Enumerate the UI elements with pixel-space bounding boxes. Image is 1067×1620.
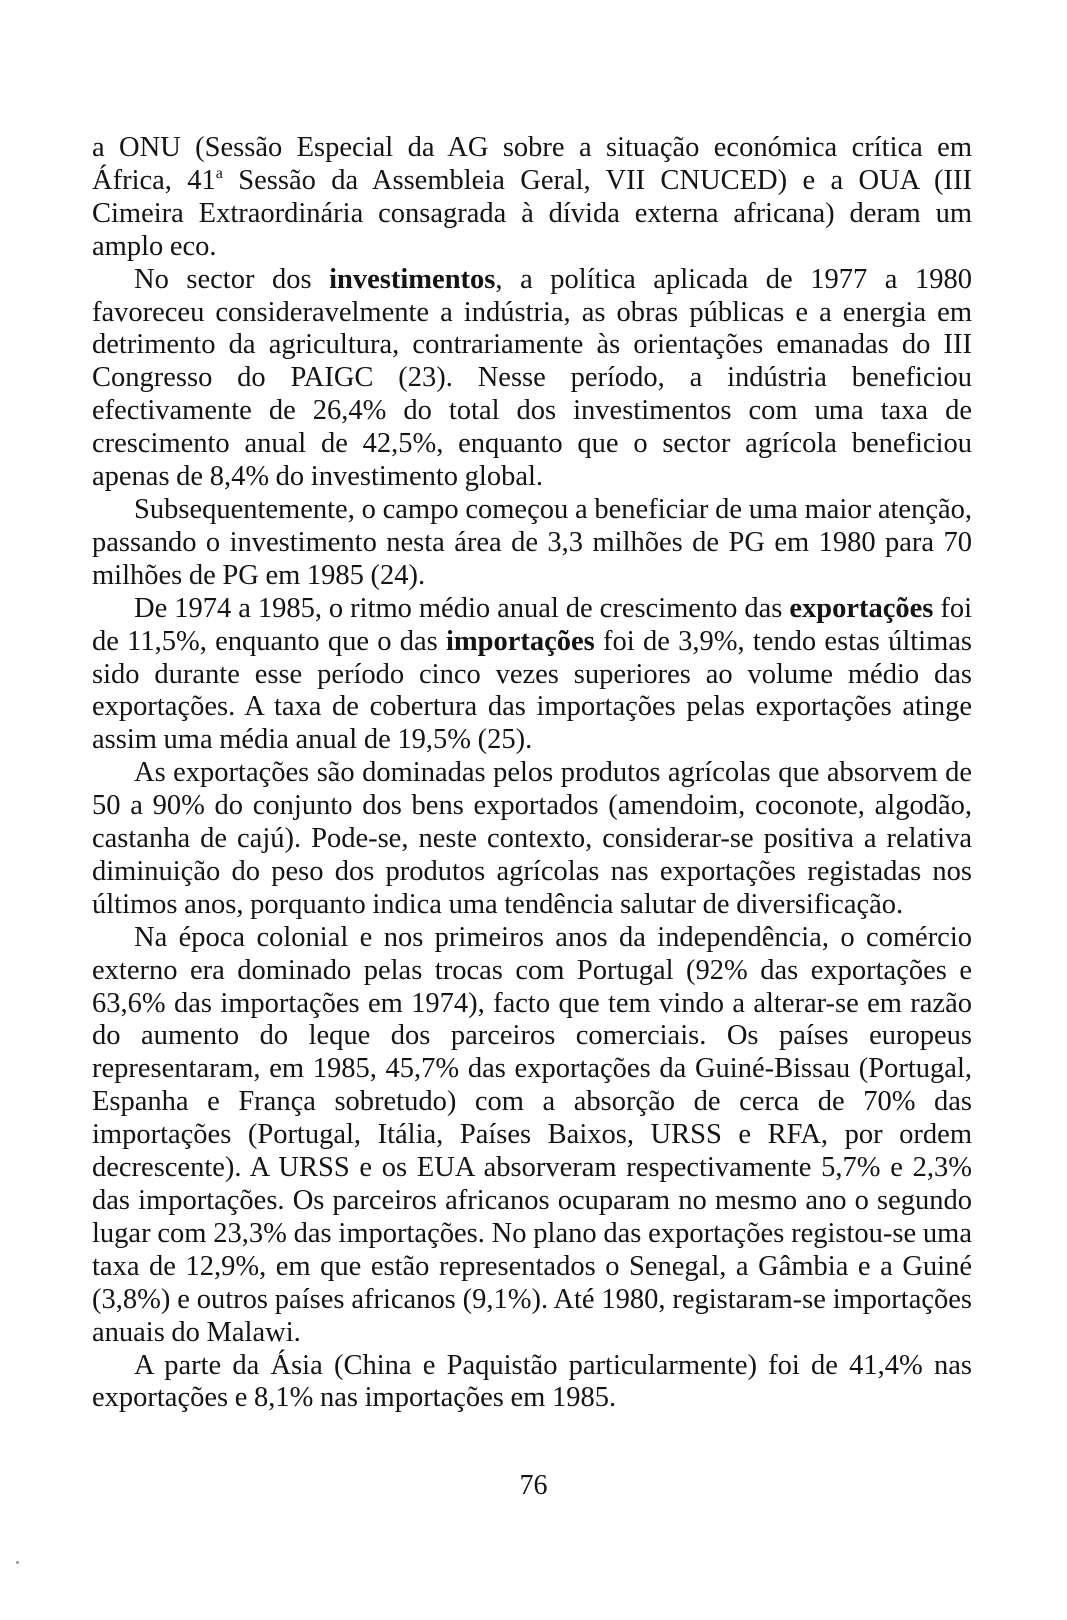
paragraph-4 <box>92 593 972 758</box>
text-segment: foi de 3,9%, tendo estas últimas sido durante esse período cinco vezes superiores ao volume médio das exportações. A taxa de cobertura das importações pelas exportações atinge assim uma média anual de 19,5% (25). <box>92 625 972 756</box>
page-number: 76 <box>519 1470 548 1501</box>
paragraph-1 <box>92 132 972 264</box>
bold-term-exportacoes: exportações <box>789 592 934 624</box>
text-segment: No sector dos <box>134 263 330 295</box>
text-segment: , a política aplicada de 1977 a 1980 favoreceu consideravelmente a indústria, as obras públicas e a energia em detrimento da agricultura, contrariamente às orientações emanadas do III Congresso do PAIGC (23). Nesse período, a indústria beneficiou efectivamente de 26,4% do total dos investimentos com uma taxa de crescimento anual de 42,5%, enquanto que o sector agrícola beneficiou apenas de 8,4% do investimento global. <box>92 263 972 493</box>
text-segment: As exportações são dominadas pelos produtos agrícolas que absorvem de 50 a 90% do conjunto dos bens exportados (amendoim, coconote, algodão, castanha de cajú). Pode-se, neste contexto, considerar-se positiva a relativa diminuição do peso dos produtos agrícolas nas exportações registadas nos últimos anos, porquanto indica uma tendência salutar de diversificação. <box>92 757 972 920</box>
text-segment: Subsequentemente, o campo começou a beneficiar de uma maior atenção, passando o investimento nesta área de 3,3 milhões de PG em 1980 para 70 milhões de PG em 1985 (24). <box>92 493 972 591</box>
bold-term-investimentos: investimentos <box>329 263 496 295</box>
paragraph-7 <box>92 1350 972 1416</box>
text-segment: a ONU (Sessão Especial da AG sobre a situação económica crítica em África, 41 <box>92 132 972 196</box>
body-text <box>92 132 972 1415</box>
text-segment: De 1974 a 1985, o ritmo médio anual de crescimento das <box>134 592 790 624</box>
text-segment: Na época colonial e nos primeiros anos da independência, o comércio externo era dominado pelas trocas com Portugal (92% das exportações e 63,6% das importações em 1974), facto que tem vindo a alterar-se em razão do aumento do leque dos parceiros comerciais. Os países europeus representaram, em 1985, 45,7% das exportações da Guiné-Bissau (Portugal, Espanha e França sobretudo) com a absorção de cerca de 70% das importações (Portugal, Itália, Países Baixos, URSS e RFA, por ordem decrescente). A URSS e os EUA absorveram respectivamente 5,7% e 2,3% das importações. Os parceiros africanos ocuparam no mesmo ano o segundo lugar com 23,3% das importações. No plano das exportações registou-se uma taxa de 12,9%, em que estão representados o Senegal, a Gâmbia e a Guiné (3,8%) e outros países africanos (9,1%). Até 1980, registaram-se importações anuais do Malawi. <box>92 921 972 1348</box>
paragraph-5 <box>92 757 972 922</box>
text-segment: A parte da Ásia (China e Paquistão particularmente) foi de 41,4% nas exportações e 8,1% nas importações em 1985. <box>92 1349 972 1414</box>
ordinal-superscript: a <box>215 164 223 182</box>
paragraph-6 <box>92 922 972 1350</box>
bold-term-importacoes: importações <box>445 625 595 657</box>
scan-speck <box>16 1561 19 1564</box>
paragraph-3 <box>92 494 972 593</box>
text-segment: Sessão da Assembleia Geral, VII CNUCED) e a OUA (III Cimeira Extraordinária consagrada à dívida externa africana) deram um amplo eco. <box>92 164 972 262</box>
paragraph-2 <box>92 264 972 494</box>
text-segment: foi de 11,5%, enquanto que o das <box>92 592 972 657</box>
